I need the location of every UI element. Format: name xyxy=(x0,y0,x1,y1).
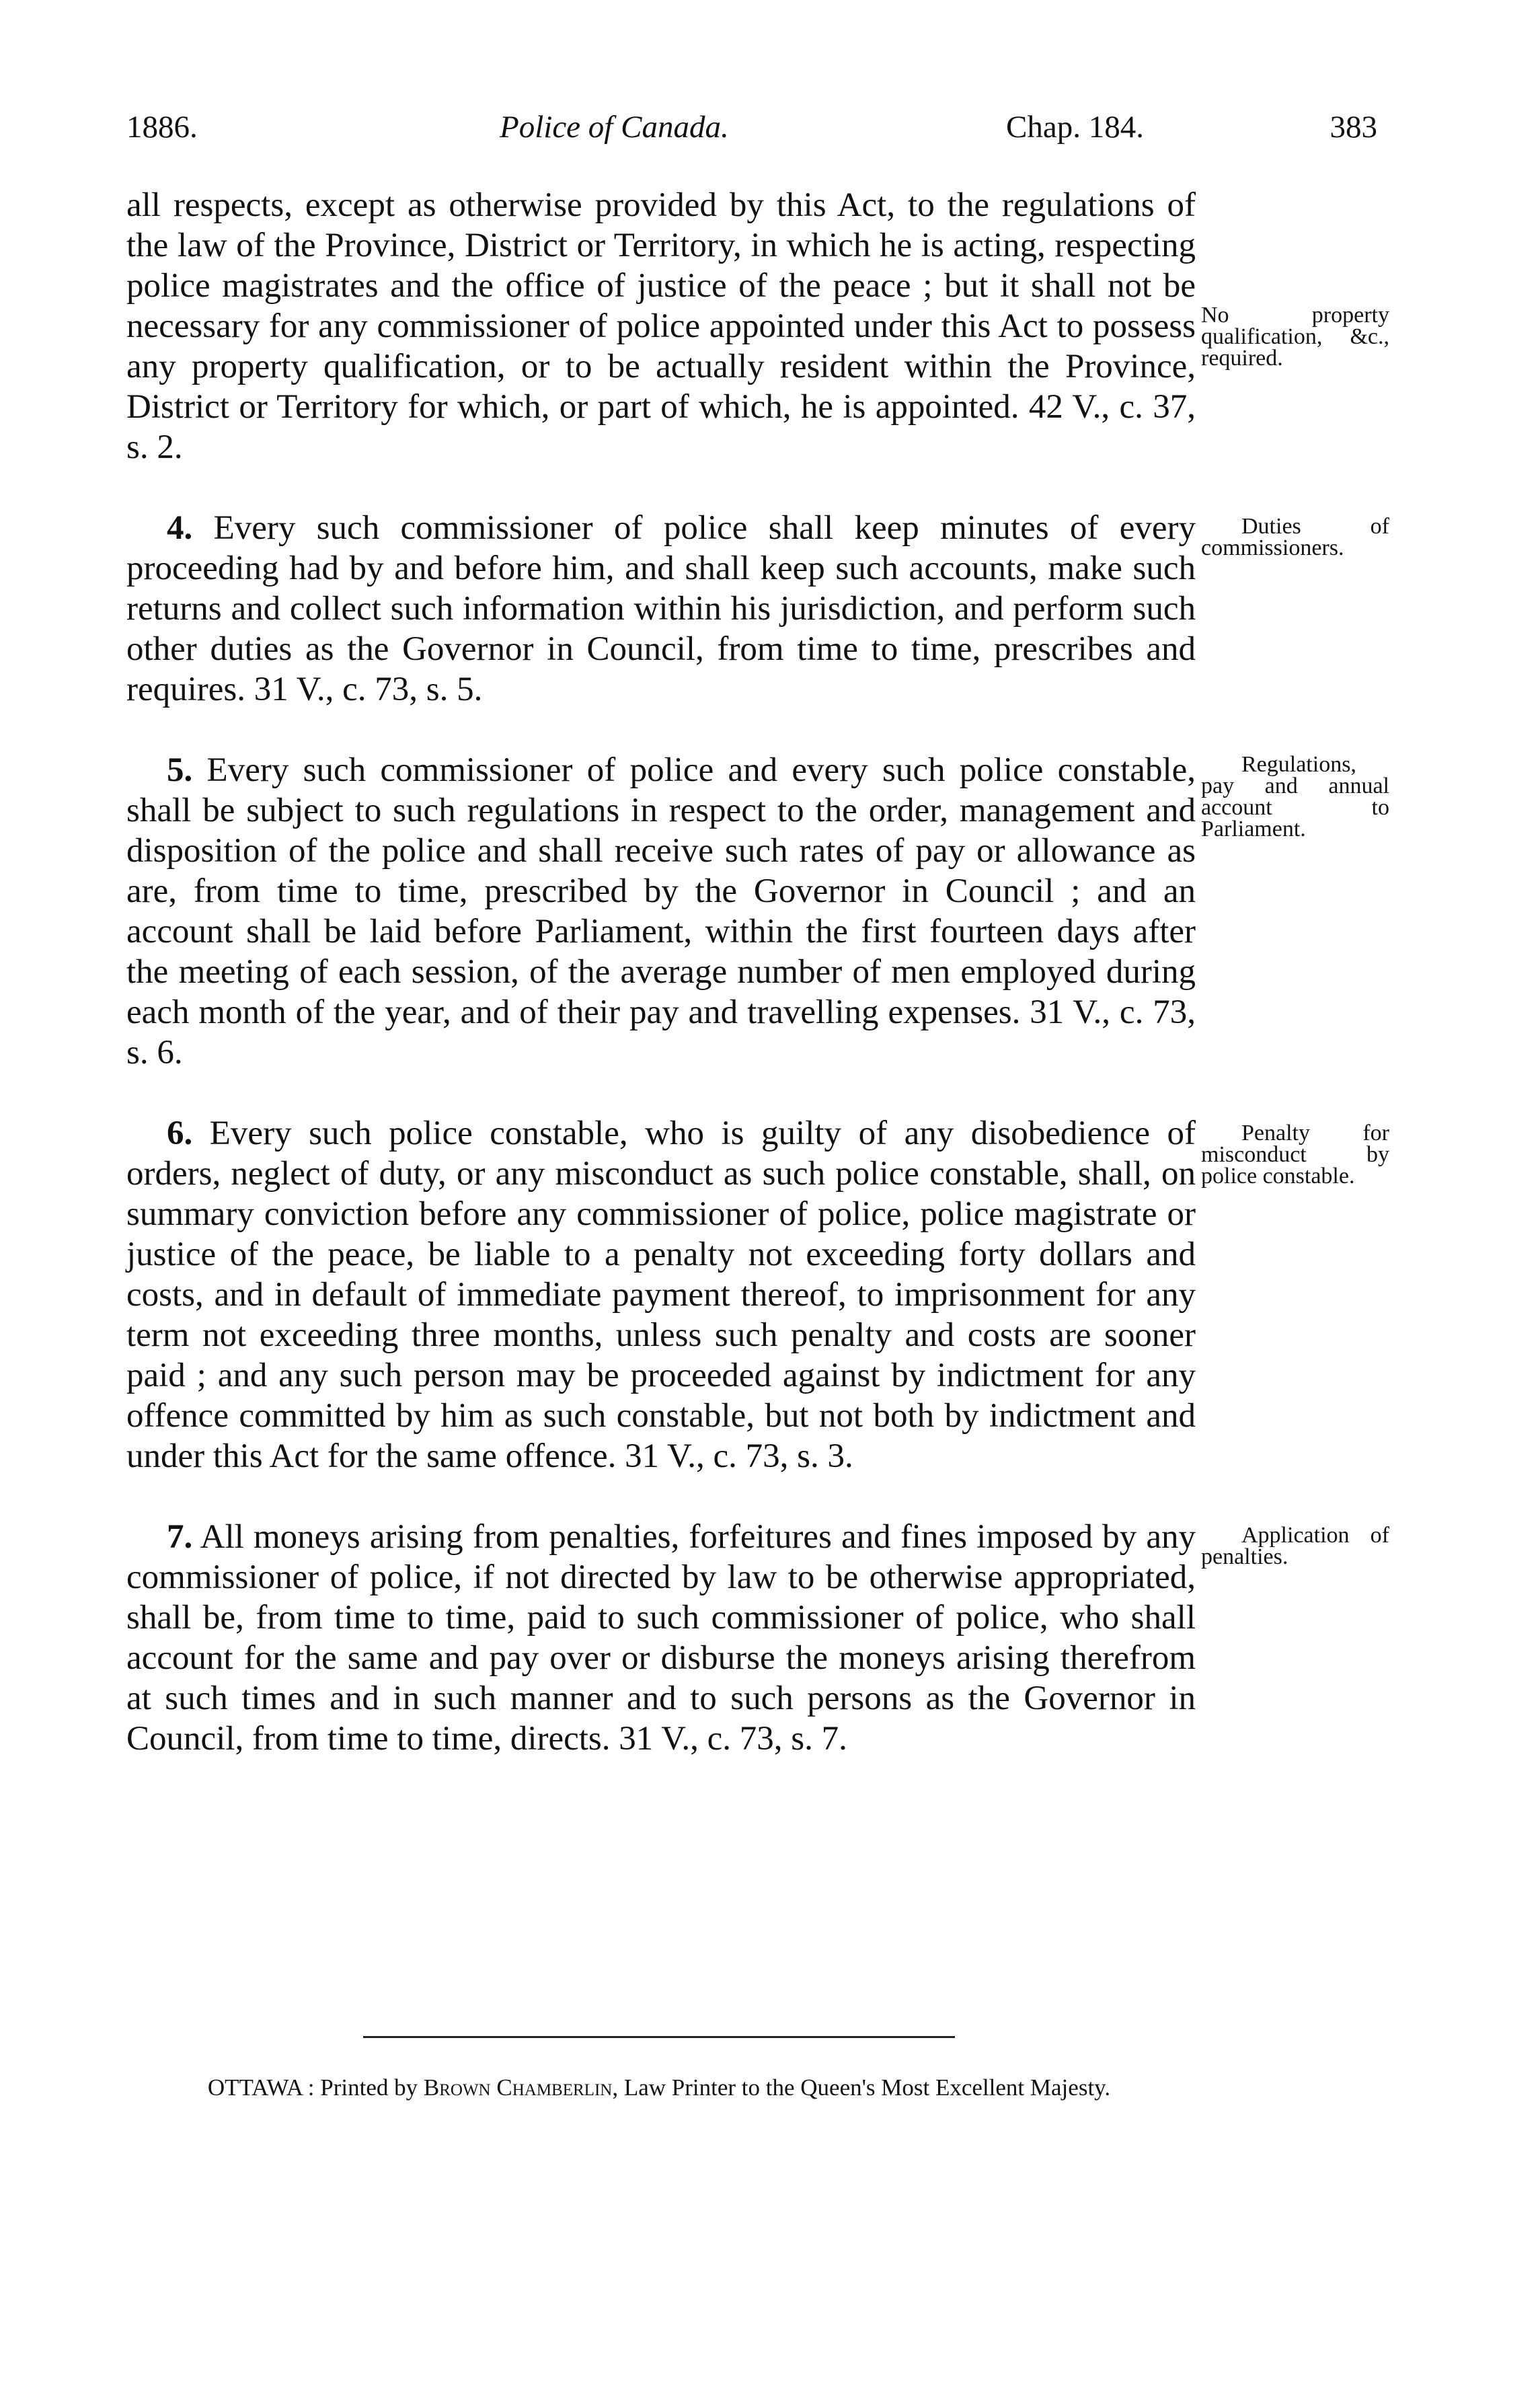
section-4 xyxy=(126,508,1389,710)
section-5 xyxy=(126,750,1389,1073)
margin-note: Duties of commissioners. xyxy=(1201,514,1389,560)
page-header xyxy=(126,109,1377,163)
section-number: 4. xyxy=(167,509,193,547)
printer-imprint xyxy=(148,2075,1170,2101)
section-6 xyxy=(126,1113,1389,1476)
section-text: Every such commissioner of police and every such police constable, shall be subject to such regulations in respect to the order, management and disposition of the police and shall receive such rates of pay or allowance as are, from time to time, prescribed by the Governor in Council ; and an account shall be laid before Parliament, within the first fourteen days after the meeting of each session, of the average number of men employed during each month of the year, and of their pay and travelling expenses. 31 V., c. 73, s. 6. xyxy=(126,751,1196,1071)
header-chapter: Chap. 184. xyxy=(1006,110,1144,145)
header-year: 1886. xyxy=(126,110,198,145)
margin-note: Application of penalties. xyxy=(1201,1523,1389,1569)
section-number: 7. xyxy=(167,1518,193,1556)
header-title: Police of Canada. xyxy=(500,110,729,145)
document-body xyxy=(126,185,1389,1799)
section-continuation xyxy=(126,185,1389,467)
margin-note: Regulations, pay and annual account to Parliament. xyxy=(1201,752,1389,841)
imprint-printed-by: Printed by xyxy=(320,2074,418,2101)
section-text: All moneys arising from penalties, forfeitures and fines imposed by any commissioner of police, if not directed by law to be otherwise appropriated, shall be, from time to time, paid to such commissioner of police, who shall account for the same and pay over or disburse the moneys arising therefrom at such times and in such manner and to such persons as the Governor in Council, from time to time, directs. 31 V., c. 73, s. 7. xyxy=(126,1518,1196,1758)
section-text: all respects, except as otherwise provided by this Act, to the regulations of the law of the Province, District or Territory, in which he is acting, respecting police magistrates and the office of justice of the peace ; but it shall not be necessary for any commissioner of police appointed under this Act to possess any property qualification, or to be actually resident within the Province, District or Territory for which, or part of which, he is appointed. 42 V., c. 37, s. 2. xyxy=(126,186,1196,466)
section-number: 5. xyxy=(167,751,193,789)
margin-note: No property qualification, &c., required. xyxy=(1201,303,1389,371)
divider-rule xyxy=(363,2036,955,2038)
header-page-number: 383 xyxy=(1330,110,1377,145)
section-text: Every such police constable, who is guilty of any disobedience of orders, neglect of duty, or any misconduct as such police constable, shall, on summary conviction before any commissioner of police, police magistrate or justice of the peace, be liable to a penalty not exceeding forty dollars and costs, and in default of immediate payment thereof, to imprisonment for any term not exceeding three months, unless such penalty and costs are sooner paid ; and any such person may be proceeded against by indictment for any offence committed by him as such constable, but not both by indictment and under this Act for the same offence. 31 V., c. 73, s. 3. xyxy=(126,1115,1196,1475)
imprint-rest: Law Printer to the Queen's Most Excellent Majesty. xyxy=(623,2074,1111,2101)
section-7 xyxy=(126,1517,1389,1759)
margin-note: Penalty for misconduct by police constable. xyxy=(1201,1121,1389,1189)
imprint-place: OTTAWA : xyxy=(207,2074,315,2101)
section-number: 6. xyxy=(167,1115,193,1152)
section-text: Every such commissioner of police shall keep minutes of every proceeding had by and before him, and shall keep such accounts, make such returns and collect such information within his jurisdiction, and perform such other duties as the Governor in Council, from time to time, prescribes and requires. 31 V., c. 73, s. 5. xyxy=(126,509,1196,708)
imprint-printer: Brown Chamberlin, xyxy=(423,2074,619,2101)
